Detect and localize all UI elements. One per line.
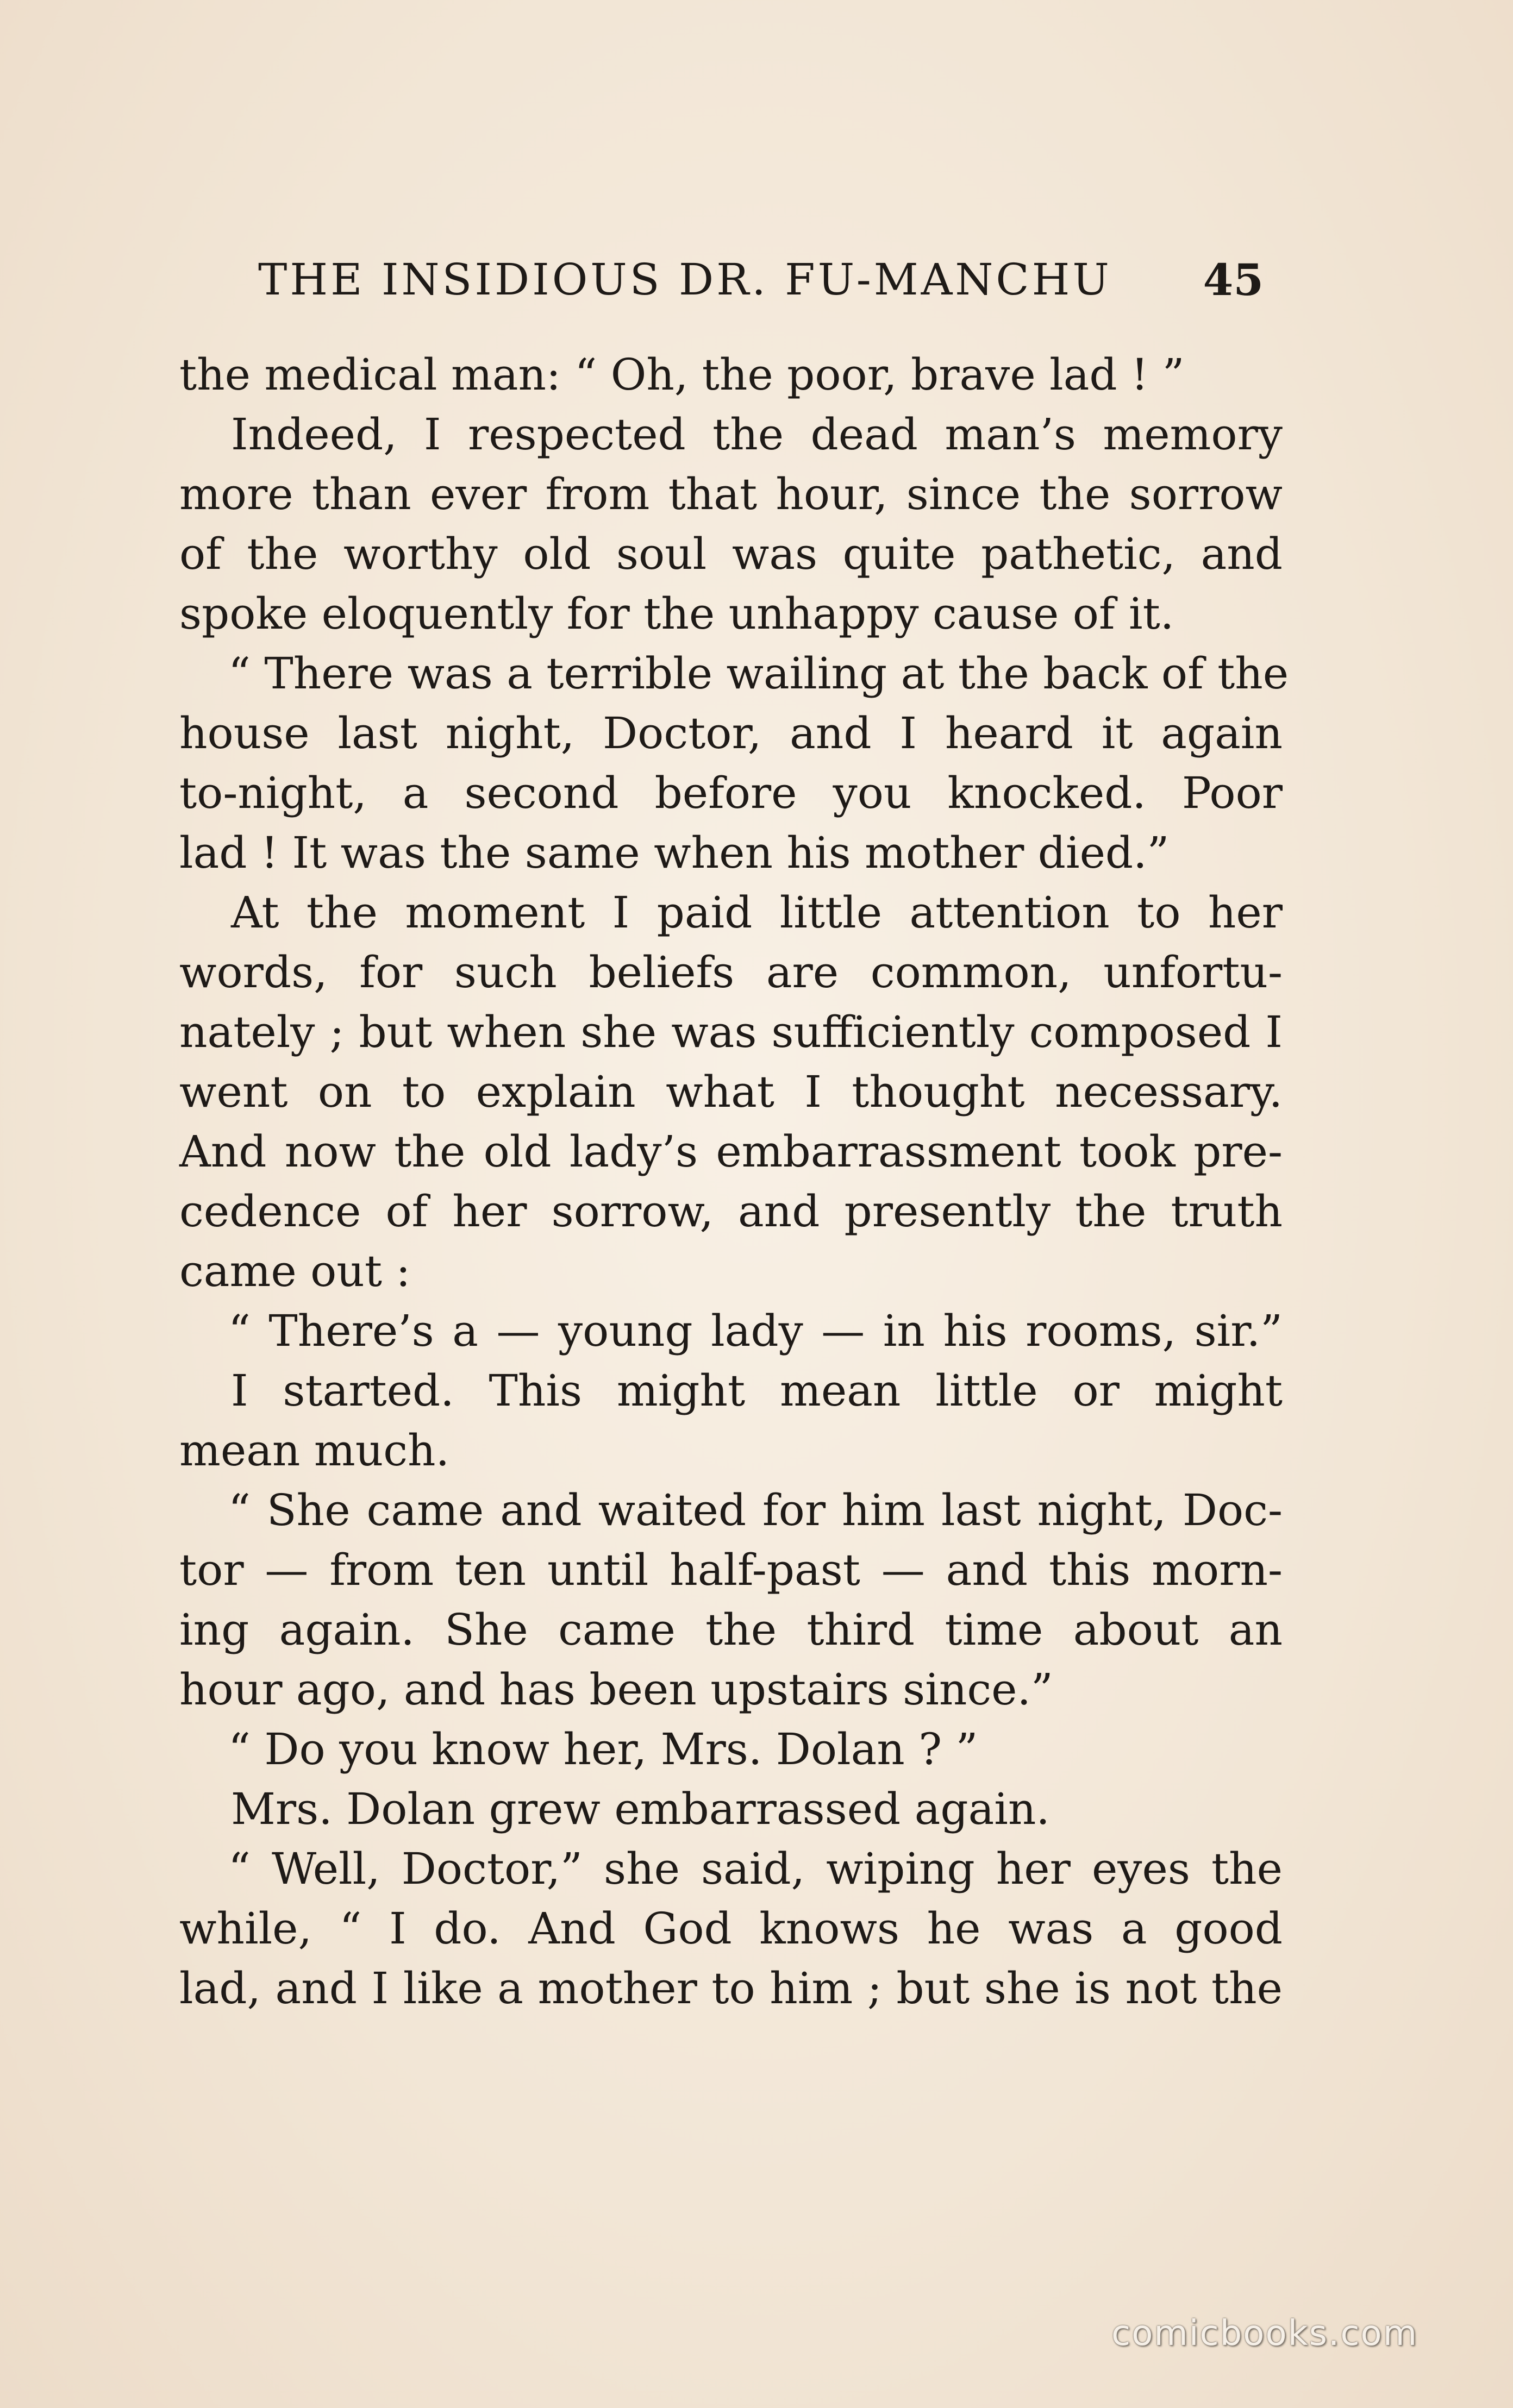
text-line: “ She came and waited for him last night, Doc- (228, 1485, 1283, 1535)
text-line: hour ago, and has been upstairs since.” (179, 1664, 1053, 1715)
text-line: At the moment I paid little attention to her (231, 887, 1283, 938)
watermark: comicbooks.com (1111, 2313, 1418, 2354)
page-number: 45 (1203, 254, 1264, 305)
text-line: of the worthy old soul was quite pathetic, and (179, 529, 1283, 579)
text-line: “ There was a terrible wailing at the back of the (228, 648, 1289, 699)
text-line: the medical man: “ Oh, the poor, brave lad ! ” (179, 349, 1185, 400)
text-line: words, for such beliefs are common, unfortu- (179, 947, 1283, 998)
text-line: “ Do you know her, Mrs. Dolan ? ” (228, 1724, 978, 1774)
text-line: house last night, Doctor, and I heard it again (179, 708, 1283, 758)
text-line: while, “ I do. And God knows he was a good (179, 1903, 1283, 1954)
text-line: more than ever from that hour, since the sorrow (179, 469, 1283, 519)
text-line: Mrs. Dolan grew embarrassed again. (231, 1784, 1050, 1834)
text-line: “ There’s a — young lady — in his rooms, sir.” (228, 1306, 1283, 1356)
page-header (258, 247, 1264, 312)
text-line: And now the old lady’s embarrassment took pre- (179, 1126, 1283, 1177)
text-line: lad, and I like a mother to him ; but she is not the (179, 1963, 1283, 2014)
text-line: Indeed, I respected the dead man’s memory (231, 409, 1283, 460)
text-line: to-night, a second before you knocked. Poor (179, 768, 1283, 818)
text-line: came out : (179, 1246, 411, 1296)
text-line: nately ; but when she was sufficiently composed I (179, 1007, 1283, 1057)
text-line: ing again. She came the third time about an (179, 1604, 1283, 1655)
running-title: THE INSIDIOUS DR. FU-MANCHU (258, 254, 1112, 305)
text-line: mean much. (179, 1425, 449, 1476)
text-line: spoke eloquently for the unhappy cause of it. (179, 588, 1174, 639)
text-line: tor — from ten until half-past — and this morn- (179, 1545, 1283, 1595)
text-line: lad ! It was the same when his mother died.” (179, 827, 1170, 878)
body-text (179, 345, 1289, 2018)
text-line: I started. This might mean little or might (231, 1365, 1283, 1416)
text-line: “ Well, Doctor,” she said, wiping her eyes the (228, 1843, 1283, 1894)
text-line: cedence of her sorrow, and presently the truth (179, 1186, 1283, 1237)
text-line: went on to explain what I thought necessary. (179, 1067, 1283, 1117)
